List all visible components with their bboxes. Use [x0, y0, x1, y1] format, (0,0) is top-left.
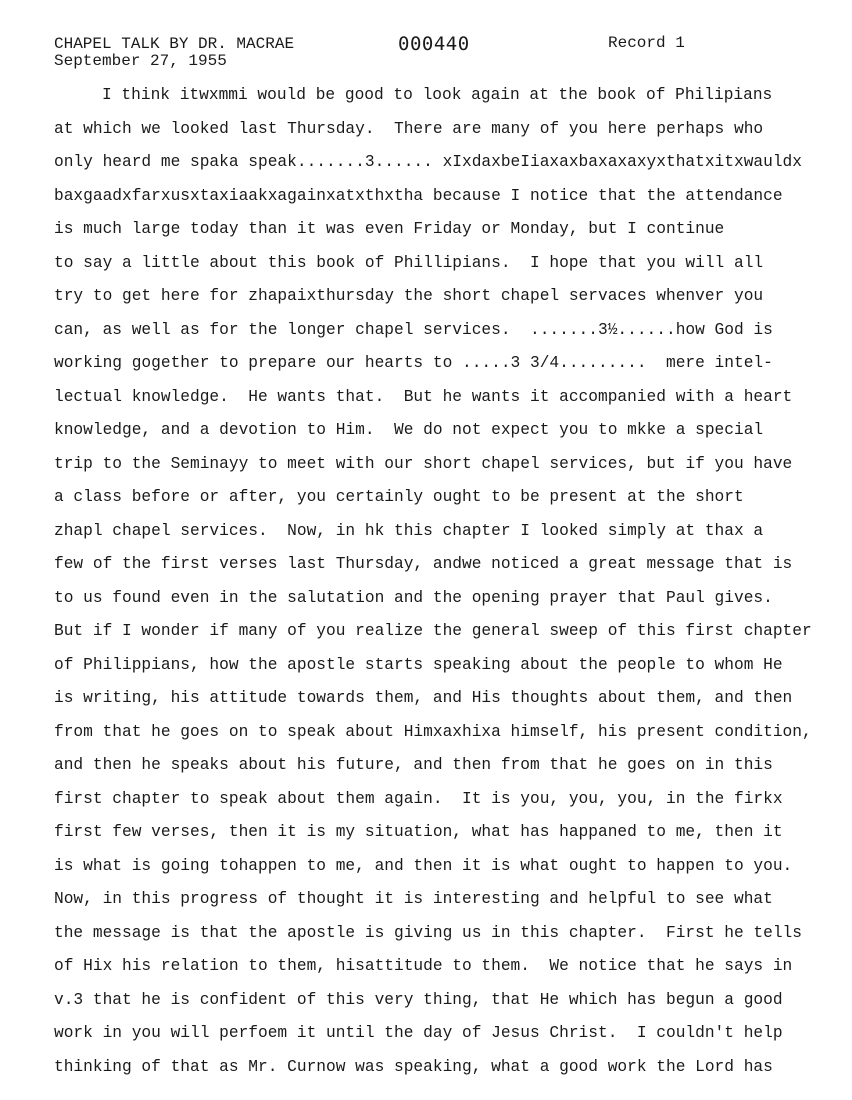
text-line: a class before or after, you certainly ought to be present at the short	[54, 488, 744, 506]
text-line: of Hix his relation to them, hisattitude to them. We notice that he says in	[54, 957, 793, 975]
header-date: September 27, 1955	[54, 52, 227, 70]
text-line: to say a little about this book of Phillipians. I hope that you will all	[54, 253, 764, 272]
text-line: thinking of that as Mr. Curnow was speaking, what a good work the Lord has	[54, 1057, 773, 1076]
text-line: from that he goes on to speak about Himxaxhixa himself, his present condition,	[54, 722, 812, 741]
text-line: I think itwxmmi would be good to look again at the book of Philipians	[102, 86, 773, 104]
text-line: is writing, his attitude towards them, and His thoughts about them, and then	[54, 689, 793, 707]
text-line: the message is that the apostle is giving us in this chapter. First he tells	[54, 923, 802, 942]
document-number: 000440	[398, 33, 470, 55]
transcript-body	[54, 82, 844, 1087]
text-line: v.3 that he is confident of this very thing, that He which has begun a good	[54, 990, 783, 1009]
text-line: few of the first verses last Thursday, andwe noticed a great message that is	[54, 555, 793, 573]
text-line: work in you will perfoem it until the day of Jesus Christ. I couldn't help	[54, 1024, 783, 1042]
text-line: is much large today than it was even Friday or Monday, but I continue	[54, 220, 725, 238]
text-line: of Philippians, how the apostle starts speaking about the people to whom He	[54, 655, 783, 674]
text-line: at which we looked last Thursday. There are many of you here perhaps who	[54, 119, 764, 138]
text-line: working gogether to prepare our hearts to .....3 3/4......... mere intel-	[54, 354, 773, 372]
text-line: try to get here for zhapaixthursday the short chapel servaces whenver you	[54, 287, 764, 305]
text-line: to us found even in the salutation and the opening prayer that Paul gives.	[54, 588, 773, 607]
text-line: is what is going tohappen to me, and then it is what ought to happen to you.	[54, 856, 793, 875]
text-line: knowledge, and a devotion to Him. We do not expect you to mkke a special	[54, 421, 764, 439]
header-title: CHAPEL TALK BY DR. MACRAE	[54, 35, 295, 53]
record-label: Record 1	[608, 34, 685, 52]
text-line: Now, in this progress of thought it is interesting and helpful to see what	[54, 890, 773, 908]
text-line: But if I wonder if many of you realize the general sweep of this first chapter	[54, 622, 812, 640]
text-line: first chapter to speak about them again. It is you, you, you, in the firkx	[54, 789, 783, 808]
text-line: can, as well as for the longer chapel services. .......3½......how God is	[54, 320, 773, 339]
text-line: trip to the Seminayy to meet with our short chapel services, but if you have	[54, 454, 793, 473]
text-line: and then he speaks about his future, and then from that he goes on in this	[54, 756, 773, 774]
text-line: lectual knowledge. He wants that. But he wants it accompanied with a heart	[54, 387, 793, 406]
text-line: zhapl chapel services. Now, in hk this chapter I looked simply at thax a	[54, 521, 764, 540]
text-line: baxgaadxfarxusxtaxiaakxagainxatxthxtha because I notice that the attendance	[54, 186, 783, 205]
text-line: only heard me spaka speak.......3...... xIxdaxbeIiaxaxbaxaxaxyxthatxitxwauldx	[54, 153, 802, 171]
text-line: first few verses, then it is my situation, what has happaned to me, then it	[54, 823, 783, 841]
